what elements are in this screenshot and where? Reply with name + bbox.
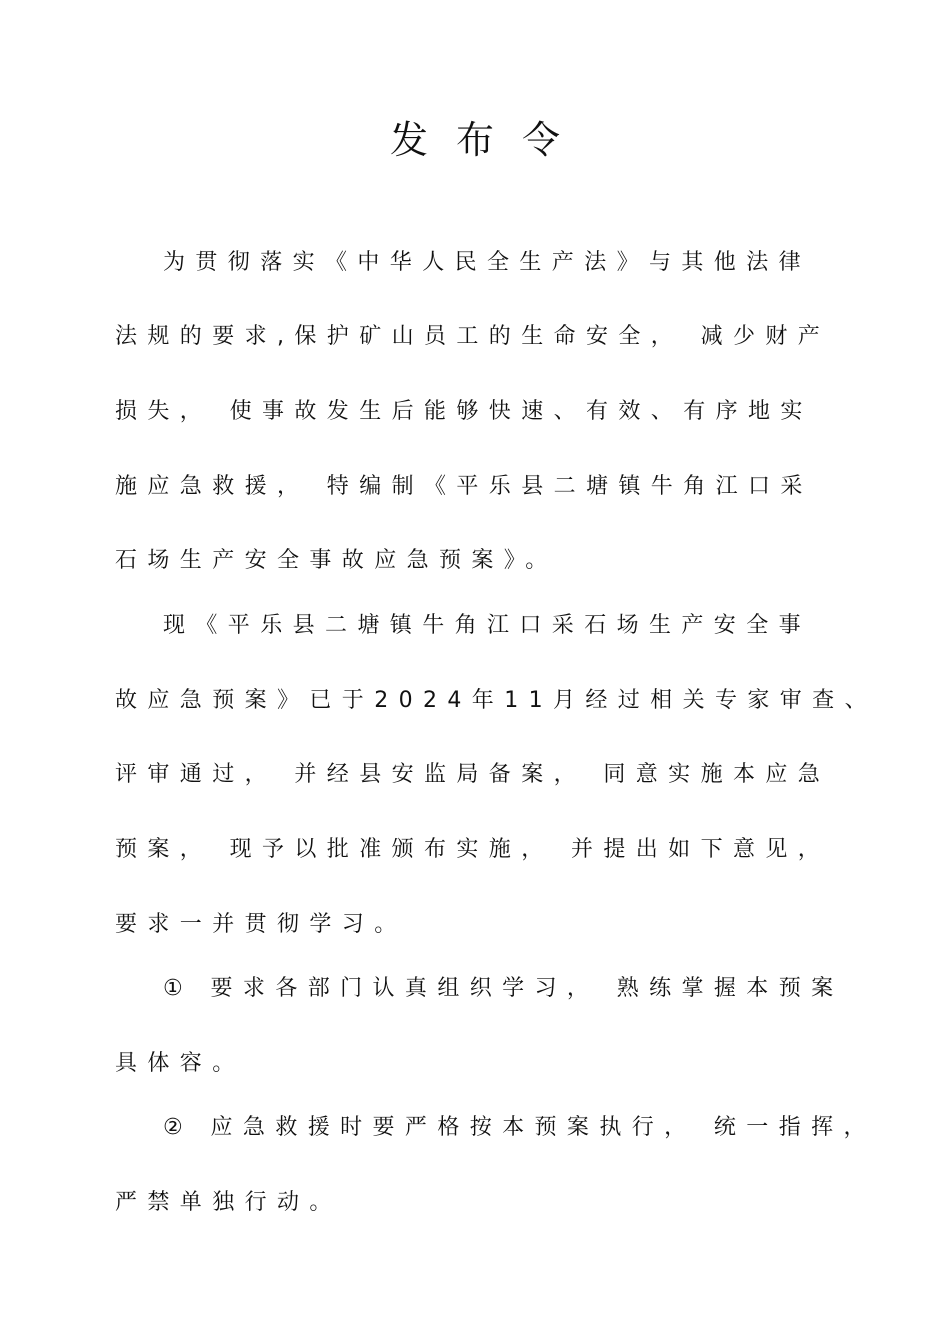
- paragraph-line: 为贯彻落实《中华人民全生产法》与其他法律: [163, 250, 812, 275]
- paragraph-line: 石场生产安全事故应急预案》。: [115, 548, 558, 573]
- paragraph-line: 损失， 使事故发生后能够快速、有效、有序地实: [115, 399, 813, 424]
- list-item-line: ① 要求各部门认真组织学习， 熟练掌握本预案: [163, 976, 844, 1001]
- paragraph-line: 评审通过， 并经县安监局备案， 同意实施本应急: [115, 762, 831, 787]
- paragraph-line: 现《平乐县二塘镇牛角江口采石场生产安全事: [163, 613, 812, 638]
- paragraph-line: 预案， 现予以批准颁布实施， 并提出如下意见，: [115, 837, 831, 862]
- list-item-line: 严禁单独行动。: [115, 1190, 342, 1215]
- list-item-line: 具体容。: [115, 1051, 245, 1076]
- paragraph-line: 要求一并贯彻学习。: [115, 912, 407, 937]
- paragraph-line: 法规的要求,保护矿山员工的生命安全， 减少财产: [115, 324, 831, 349]
- paragraph-line: 故应急预案》已于2024年11月经过相关专家审查、: [115, 688, 877, 713]
- paragraph-line: 施应急救援， 特编制《平乐县二塘镇牛角江口采: [115, 474, 813, 499]
- list-item-line: ② 应急救援时要严格按本预案执行， 统一指挥，: [163, 1115, 876, 1140]
- page-title: 发布令: [389, 118, 588, 162]
